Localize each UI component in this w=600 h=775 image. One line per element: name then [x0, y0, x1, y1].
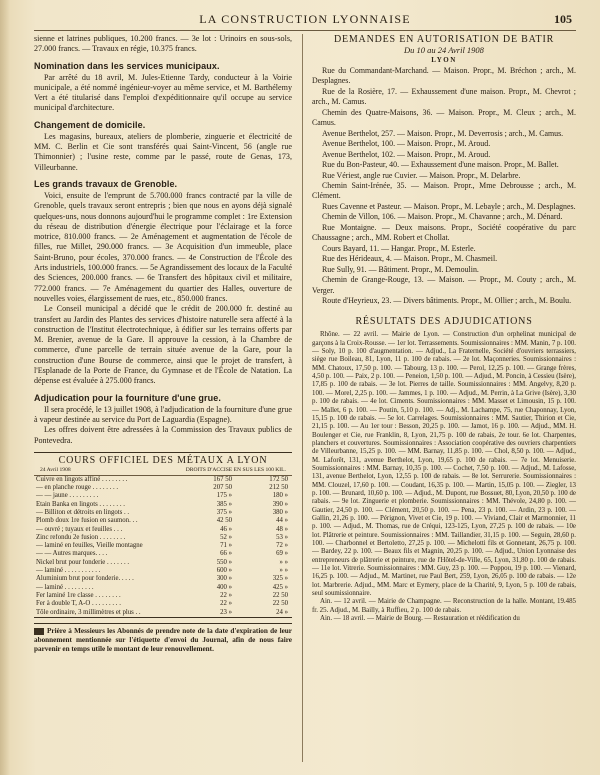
table-row: [34, 600, 292, 608]
price-high: 72 »: [276, 542, 288, 550]
table-row: [34, 526, 292, 534]
list-item: Rue Vériest, angle rue Cuvier. — Maison. Propr., M. Delarbre.: [322, 170, 521, 180]
price-high: 22 50: [272, 600, 288, 608]
list-item: Route d'Heyrieux, 23. — Divers bâtiments. Propr., M. Ollier ; arch., M. Boulu.: [322, 295, 572, 305]
subscription-notice-text: Prière à Messieurs les Abonnés de prendre note de la date d'expiration de leur abonnement mentionnée sur l'étiquette d'envoi du Journal, afin de nous faire parvenir en temps utile le montant de leur renouvellement.: [34, 626, 292, 653]
price-high: 390 »: [272, 500, 288, 508]
table-row: [34, 542, 292, 550]
subscription-notice: [34, 623, 292, 654]
table-row: [34, 534, 292, 542]
page-header: [34, 8, 576, 31]
heading-changement-domicile: Changement de domicile.: [34, 119, 146, 130]
metal-name: — laminé en feuilles, Vieille montagne: [36, 542, 143, 550]
list-item: Avenue Berthelot, 257. — Maison. Propr., M. Deverrosis ; arch., M. Camus.: [322, 128, 564, 138]
price-low: 600 »: [216, 567, 232, 575]
metal-name: Étain Banka en lingots . . . . . . . .: [36, 500, 125, 508]
table-row: [34, 584, 292, 592]
price-high: 180 »: [272, 492, 288, 500]
price-low: 71 »: [220, 542, 232, 550]
list-item: Rue Montaigne. — Deux maisons. Propr., Société coopérative du parc Chaussagne ; arch., MM. Robert et Chollat.: [312, 222, 576, 243]
table-row: [34, 550, 292, 558]
metals-table-body: [34, 476, 292, 617]
table-row: [34, 575, 292, 583]
page-fold-shadow: [0, 0, 10, 775]
list-item: Ain. — 12 avril. — Mairie de Champagne. — Reconstruction de la halle. Montant, 19.485 fr. 25. Adjud., M. Bailly, à Ruffieu, 2 p. 100 de rabais.: [312, 598, 576, 614]
metal-name: — laminé . . . . . . . . . . .: [36, 567, 101, 575]
paragraph-grue-2: Les offres doivent être adressées à la Commission des Travaux publics de Pontevedra.: [34, 425, 292, 445]
price-high: 425 »: [272, 583, 288, 591]
permits-title: DEMANDES EN AUTORISATION DE BATIR: [333, 34, 555, 45]
metals-table-date: 24 Avril 1908: [40, 466, 71, 473]
price-low: 22 »: [220, 600, 232, 608]
metal-name: Plomb doux 1re fusion en saumon. . .: [36, 517, 138, 525]
price-high: 44 »: [276, 517, 288, 525]
price-high: 53 »: [276, 533, 288, 541]
list-item: Rue de la Rosière, 17. — Exhaussement d'une maison. Propr., M. Chevrot ; arch., M. Camus.: [312, 86, 576, 107]
metal-name: — — Autres marques. . . .: [36, 550, 108, 558]
price-high: 172 50: [269, 475, 288, 483]
price-high: 380 »: [272, 508, 288, 516]
price-high: 24 »: [276, 608, 288, 616]
permits-date-range: Du 10 au 24 Avril 1908: [404, 45, 484, 55]
price-high: 22 50: [272, 591, 288, 599]
list-item: Chemin de Villon, 106. — Maison. Propr., M. Chavanne ; arch., M. Dénard.: [322, 212, 563, 222]
metal-name: Fer laminé 1re classe . . . . . . . .: [36, 591, 121, 599]
list-item: Ain. — 18 avril. — Mairie de Bourg. — Restauration et réédification du: [320, 615, 520, 623]
price-low: 175 »: [216, 492, 232, 500]
list-item: Rues Cavenne et Pasteur. — Maison. Propr., M. Lebayle ; arch., M. Desplagnes.: [322, 201, 576, 211]
journal-title: LA CONSTRUCTION LYONNAISE: [199, 12, 411, 26]
price-low: 66 »: [220, 550, 232, 558]
metal-name: Zinc refondu 2e fusion . . . . . . . .: [36, 533, 126, 541]
paragraph-grands-travaux-1: Voici, ensuite de l'emprunt de 5.700.000 francs contracté par la ville de Grenoble, quels travaux seront entrepris ; bien que nous en ayons déjà signalé quelques-uns, nous donnons aujourd'hui le programme complet : 1re Extension du réseau de distribution d'énergie électrique pour l'éclairage et la force motrice, 810.000 francs. — 2e Aménagement et augmentation de l'école de filles, rue Millet, 290.000 francs. — 3e Acquisition d'un immeuble, place Saint-Bruno, pour écoles, 370.000 francs. — 4e Construction de l'École des Arts industriels, 100.000 francs. — 5e Agrandissement des locaux de la Faculté des Sciences, 200.000 francs. — 6e Transfert des hôpitaux civil et militaire, 772.000 francs. — 7e Aménagement du quartier des Halles, ouverture de nouvelles voies, élargissement de rues, etc., 850.000 francs.: [34, 190, 292, 303]
price-low: 207 50: [213, 484, 232, 492]
metals-table-unit-note: DROITS D'ACCISE EN SUS LES 100 KIL.: [185, 466, 286, 473]
pointing-hand-icon: [34, 628, 44, 635]
price-low: 52 »: [220, 533, 232, 541]
table-row: [34, 567, 292, 575]
list-item: Rue du Commandant-Marchand. — Maison. Propr., M. Bréchon ; arch., M. Desplagnes.: [312, 66, 576, 86]
table-row: [34, 492, 292, 500]
price-low: 300 »: [216, 575, 232, 583]
metal-name: — — jaune . . . . . . . . .: [36, 492, 99, 500]
list-item: Chemin des Quatre-Maisons, 36. — Maison. Propr., M. Cleux ; arch., M. Camus.: [312, 107, 576, 128]
list-item: Chemin Saint-Irénée, 35. — Maison. Propr., Mme Debrousse ; arch., M. Clément.: [312, 180, 576, 201]
metals-price-table: [34, 452, 292, 618]
price-high: 48 »: [276, 525, 288, 533]
table-row: [34, 476, 292, 484]
price-low: 22 »: [220, 591, 232, 599]
list-item: Avenue Berthelot, 100. — Maison. Propr., M. Aroud.: [322, 139, 491, 149]
table-row: [34, 609, 292, 617]
list-item: Rue des Hérideaux, 4. — Maison. Propr., M. Chasmeil.: [322, 254, 498, 264]
left-column: [34, 34, 292, 654]
heading-nomination: Nomination dans les services municipaux.: [34, 60, 220, 71]
paragraph-continued: sienne et latrines publiques, 10.200 francs. — 3e lot : Urinoirs en sous-sols, 27.000 francs. — Travaux en régie, 10.375 francs.: [34, 34, 292, 54]
price-low: 23 »: [220, 608, 232, 616]
list-item: Avenue Berthelot, 102. — Maison. Propr., M. Aroud.: [322, 149, 491, 159]
list-item: Rhône. — 22 avril. — Mairie de Lyon. — Construction d'un orphelinat municipal de garçons à la Croix-Rousse. — 1er lot. Terrassements. Soumissionnaires : MM. Manin, 7 p. 100. — Soly, 10 p. 100 d'augmentation. — Adjud., La Fraternelle, Société d'ouvriers terrassiers, siège rue Boileau, 81, Lyon, 11 p. 100 de rabais. — 2e lot. Maçonneries. Soumissionnaires : MM. Chatoux, 17,50 p. 100. — Tabourg, 13 p. 100. — Perol, 12,25 p. 100. — Grange frères, 4,50 p. 100. — Paix, 2 p. 100. — Peneion, 1,50 p. 100. — Adjud., M. Poncin, à Cessieu (Isère), 17,85 p. 100 de rabais. — 3e lot. Pierres de taille. Soumissionnaires : MM. Angelvy, 8,20 p. 100. — Morel, 2,25 p. 100. — Jammes, 1 p. 100. — Adjud., M. Perrin, à La Grive (Isère), 3,30 p. 100 de rabais. — 4e lot. Ciments. Soumissionnaires : MM. Masset et Limousin, 15 p. 100. — Mallet, 6 p. 100. — Poutin, 5,10 p. 100. — Adj., M. Lachampe, 75, rue Chaponnay, Lyon, 15,15 p. 100 de rabais. — 5e lot. Carrelages. Soumissionnaires : MM. Sautier, Thirion et Cie, 21,15 p. 100. — Au 1er tour : Besson, 20,25 p. 100. — Jamot, 16 p. 100. — Adjud., MM. H. Boulenger et Cie, rue Franklin, 8, Lyon, 21,75 p. 100 de rabais, 2e tour. 6e lot. Charpentes, planchers et couvertures. Soumissionnaires : Association coopérative des ouvriers charpentiers de Villeurbanne, 15,25 p. 100. — MM. Barnay, 11,85 p. 100. — Chol, 8,50 p. 100. — Adjud., M. Laforêt, 131, avenue Berthelot, Lyon, 19,65 p. 100 de rabais. — 7e lot. Menuiserie. Soumissionnaires : MM. Barnay, 10,35 p. 100. — Cochet, 7,50 p. 100. — Adjud., M. Lafosse, 131, avenue Berthelot, Lyon, 12,55 p. 100 de rabais. — 8e lot. Serrurerie. Soumissionnaires : MM. Clouzel, 17,60 p. 100. — Coudant, 16,35 p. 100. — Martin, 15,05 p. 100. — Ziegler, 13 p. 100. — Brunard, 10,60 p. 100. — Adjud., M. Dupont, rue Bossuet, 80, Lyon, 20,50 p. 100 de rabais. — 9e lot. Zinguerie et plomberie. Soumissionnaires : MM. Thévole, 24,80 p. 100. — Gautier, 24,50 p. 100. — Clément, 20,50 p. 100. — Pena, 23 p. 100. — Ardin, 23 p. 100. — Gallin, 21,26 p. 100. — Pérignon, Vivet et Cie, 19 p. 100. — Viviand, Clair et Marmonnier, 11 p. 100. — Adjud., M. Thomas, rue de Créqui, 123-125, Lyon, 27,25 p. 100 de rabais. — 10e lot. Plâtrerie et peinture. Soumissionnaires : MM. Taillandier, 31,15 p. 100. — Seguin, 28,60 p. 100. — Charbonnel et Bertoletto, 27,25 p. 100. — Michelotti fils et Gonnetant, 26,75 p. 100. — Bardey, 22 p. 100. — Beaux fils et Magnin, 20,25 p. 100. — Adjud., Union Lyonnaise des entrepreneurs de plâtrerie et peinture, rue de l'Hôtel-de-Ville, 65, Lyon, 31,80 p. 100 de rabais. — 11e lot. Vitrerie. Soumissionnaires : MM. Guy, 23 p. 100. — Poppou, 19 p. 100. — Vienard, 16,25 p. 100. — Adjud., M. Martinet, rue Paul Bert, 259, Lyon, 26,05 p. 100 de rabais. — 12e lot. Marbrerie. Adjud., MM. Marc et Eymery, place de la Charité, 9, Lyon, 5 p. 100 de rabais, seul soumissionnaire.: [312, 331, 576, 598]
price-low: 167 50: [213, 475, 232, 483]
price-low: 46 »: [220, 525, 232, 533]
list-item: Chemin de Grange-Rouge, 13. — Maison. — Propr., M. Couty ; arch., M. Verger.: [312, 275, 576, 295]
heading-grands-travaux: Les grands travaux de Grenoble.: [34, 178, 178, 189]
price-high: » »: [279, 567, 288, 575]
table-row: [34, 517, 292, 525]
price-high: 212 50: [269, 484, 288, 492]
table-row: [34, 559, 292, 567]
column-divider: [302, 34, 303, 762]
metal-name: Nickel brut pour fonderie . . . . . . .: [36, 558, 130, 566]
heading-adjudication-grue: Adjudication pour la fourniture d'une grue.: [34, 392, 221, 403]
results-title: RÉSULTATS DES ADJUDICATIONS: [355, 316, 533, 328]
list-item: Rue Sully, 91. — Bâtiment. Propr., M. Demoulin.: [322, 264, 479, 274]
paragraph-nomination: Par arrêté du 18 avril, M. Jules-Etienne Tardy, conducteur à la Voirie municipale, a été nommé ingénieur-voyer au même service, et M. Barthélemy Vert a été titularisé dans l'emploi d'expéditionnaire qu'il occupe au service municipal d'architecture.: [34, 72, 292, 113]
price-high: » »: [279, 558, 288, 566]
results-list: [312, 331, 576, 623]
metal-name: — laminé . . . . . . . . .: [36, 583, 94, 591]
paragraph-grands-travaux-2: Le Conseil municipal a décidé que le crédit de 200.000 fr. destiné au transfert au Jardin des Plantes des services d'histoire naturelle sera affecté à la construction de l'Institut électrotechnique, à édifier sur les terrains offerts par M. Brenier, avenue de la Gare. Il approuve la cession, à la Chambre de commerce, d'une parcelle de terrain située avenue de la Gare, pour la construction d'une Bourse de commerce, ainsi que le projet de transfert, à l'Esplanade de la Porte de France, du Gymnase et de l'École de Natation. La dépense est évaluée à 275.000 francs.: [34, 304, 292, 386]
metal-name: — en planche rouge . . . . . . . .: [36, 484, 119, 492]
metals-table-header: [34, 467, 292, 476]
table-row: [34, 592, 292, 600]
permits-city: LYON: [431, 56, 457, 64]
price-high: 325 »: [272, 575, 288, 583]
page-number: 105: [554, 12, 572, 26]
permits-list: [312, 66, 576, 306]
paragraph-changement-domicile: Les magasins, bureaux, ateliers de plomberie, zinguerie et électricité de MM. C. Berlin et Cie sont transférés quai Saint-Vincent, 56 (angle rue Thimonnier) ; l'usine reste, comme par le passé, route de Genas, 173, Villeurbanne.: [34, 131, 292, 172]
price-low: 42 50: [216, 517, 232, 525]
metal-name: Aluminium brut pour fonderie. . . . .: [36, 575, 134, 583]
right-column: [312, 34, 576, 623]
list-item: Cours Bayard, 11. — Hangar. Propr., M. Esterle.: [322, 243, 476, 253]
price-low: 385 »: [216, 500, 232, 508]
price-high: 69 »: [276, 550, 288, 558]
price-low: 375 »: [216, 508, 232, 516]
metal-name: Cuivre en lingots affiné . . . . . . . .: [36, 475, 128, 483]
list-item: Rue du Bon-Pasteur, 40. — Exhaussement d'une maison. Propr., M. Ballet.: [322, 160, 559, 170]
table-row: [34, 509, 292, 517]
metal-name: — ouvré ; tuyaux et feuilles . . .: [36, 525, 123, 533]
price-low: 400 »: [216, 583, 232, 591]
price-low: 550 »: [216, 558, 232, 566]
metal-name: Fer à double T, A-O . . . . . . . . .: [36, 600, 121, 608]
table-row: [34, 484, 292, 492]
paragraph-grue-1: Il sera procédé, le 13 juillet 1908, à l'adjudication de la fourniture d'une grue à vapeur destinée au service du Port de Laguardia (Espagne).: [34, 404, 292, 424]
metal-name: Tôle ordinaire, 3 millimètres et plus . .: [36, 608, 141, 616]
table-row: [34, 501, 292, 509]
metals-table-title: COURS OFFICIEL DES MÉTAUX A LYON: [58, 454, 268, 466]
metal-name: — Billiton et détroits en lingots . .: [36, 508, 130, 516]
